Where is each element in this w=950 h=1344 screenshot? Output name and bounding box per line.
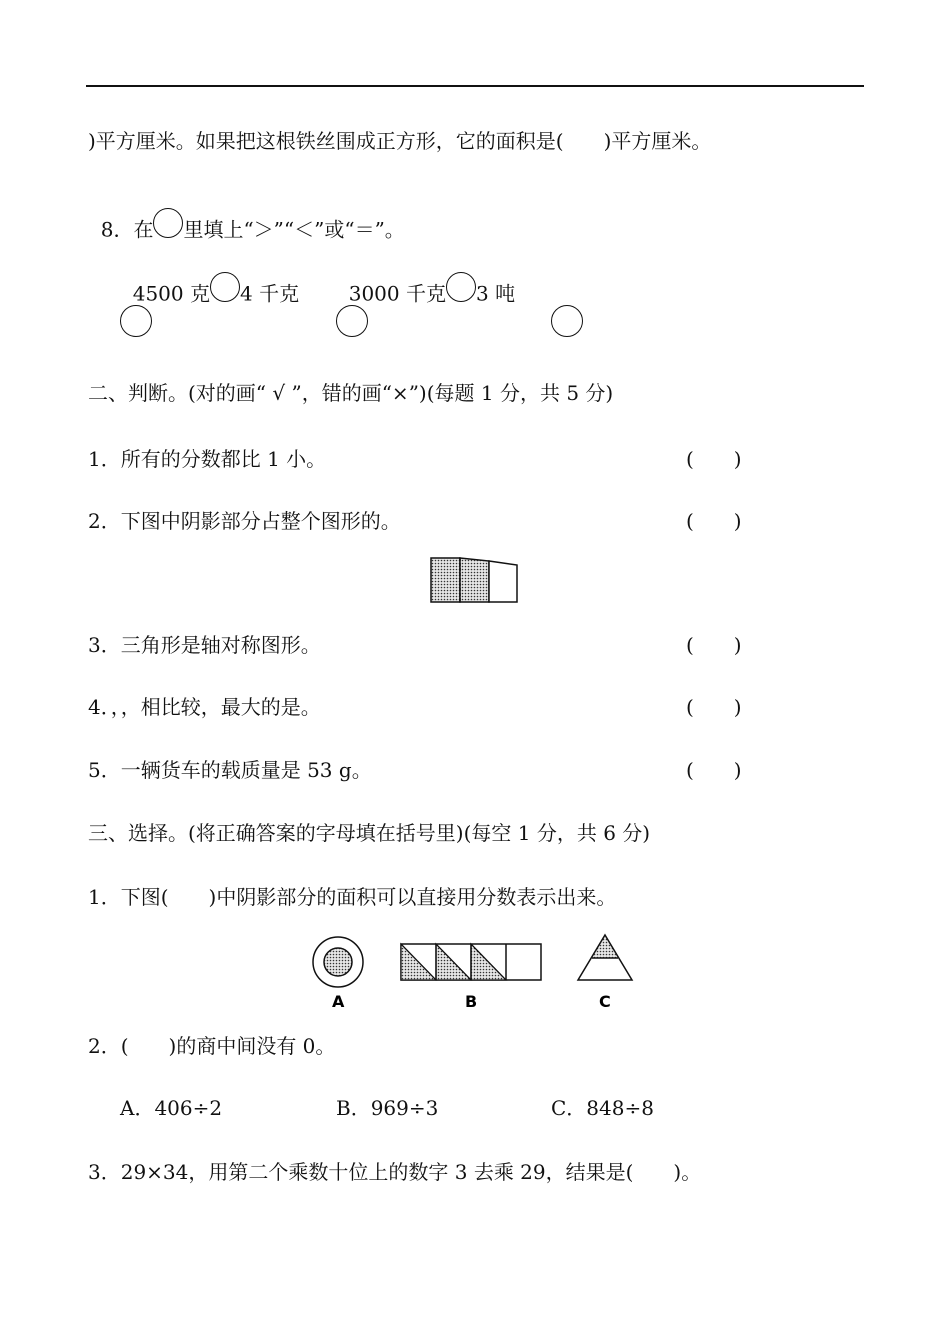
s3-question-3: 3．29×34，用第二个乘数十位上的数字 3 去乘 29，结果是( )。 xyxy=(88,1160,702,1184)
q8-item-2-left: 3000 千克 xyxy=(348,281,446,306)
section3-heading: 三、选择。(将正确答案的字母填在括号里)(每空 1 分，共 6 分) xyxy=(88,821,651,845)
s2-question-1: 1．所有的分数都比 1 小。 xyxy=(88,447,327,471)
s3-q2-option-b[interactable]: B．969÷3 xyxy=(336,1096,439,1120)
s3-question-2: 2．( )的商中间没有 0。 xyxy=(88,1034,336,1058)
s2-question-3: 3．三角形是轴对称图形。 xyxy=(88,633,321,657)
figure-label-b: B xyxy=(465,992,478,1011)
s2-answer-blank-2[interactable]: ( ) xyxy=(686,509,742,533)
answer-circle-3[interactable] xyxy=(551,305,583,337)
compare-circle-icon xyxy=(446,272,476,302)
s2-question-4: 4．，，相比较，最大的是。 xyxy=(88,695,321,719)
q8-suffix: 里填上“＞”“＜”或“＝”。 xyxy=(183,217,405,242)
s2-question-5: 5．一辆货车的载质量是 53 g。 xyxy=(88,758,372,782)
s2-answer-blank-5[interactable]: ( ) xyxy=(686,758,742,782)
q8-prompt xyxy=(88,190,405,246)
q8-item-2 xyxy=(336,254,515,310)
shaded-trapezoid-figure xyxy=(428,556,520,604)
q7-tail: )平方厘米。如果把这根铁丝围成正方形，它的面积是( )平方厘米。 xyxy=(88,129,712,153)
s3-question-1: 1．下图( )中阴影部分的面积可以直接用分数表示出来。 xyxy=(88,885,617,909)
answer-circle-2[interactable] xyxy=(336,305,368,337)
s3-q2-option-a[interactable]: A．406÷2 xyxy=(120,1096,223,1120)
s2-answer-blank-3[interactable]: ( ) xyxy=(686,633,742,657)
q8-item-2-right: 3 吨 xyxy=(475,281,516,306)
choice-figures xyxy=(305,932,645,1014)
s2-answer-blank-1[interactable]: ( ) xyxy=(686,447,742,471)
q8-prefix: 8．在 xyxy=(100,217,154,242)
compare-circle-icon xyxy=(153,208,183,238)
section2-heading: 二、判断。(对的画“ √ ”，错的画“×”)(每题 1 分，共 5 分) xyxy=(88,381,614,405)
s2-question-2: 2．下图中阴影部分占整个图形的。 xyxy=(88,509,401,533)
figure-a-circles xyxy=(313,937,363,987)
compare-circle-icon xyxy=(210,272,240,302)
q8-item-1-left: 4500 克 xyxy=(132,281,210,306)
header-rule xyxy=(86,85,864,87)
s3-q2-option-c[interactable]: C．848÷8 xyxy=(551,1096,654,1120)
figure-label-a: A xyxy=(332,992,345,1011)
answer-circle-1[interactable] xyxy=(120,305,152,337)
figure-b-squares xyxy=(401,944,541,980)
figure-label-c: C xyxy=(599,992,611,1011)
q8-item-1-right: 4 千克 xyxy=(239,281,300,306)
q8-item-1 xyxy=(120,254,299,310)
s2-answer-blank-4[interactable]: ( ) xyxy=(686,695,742,719)
figure-c-triangle xyxy=(578,935,632,980)
